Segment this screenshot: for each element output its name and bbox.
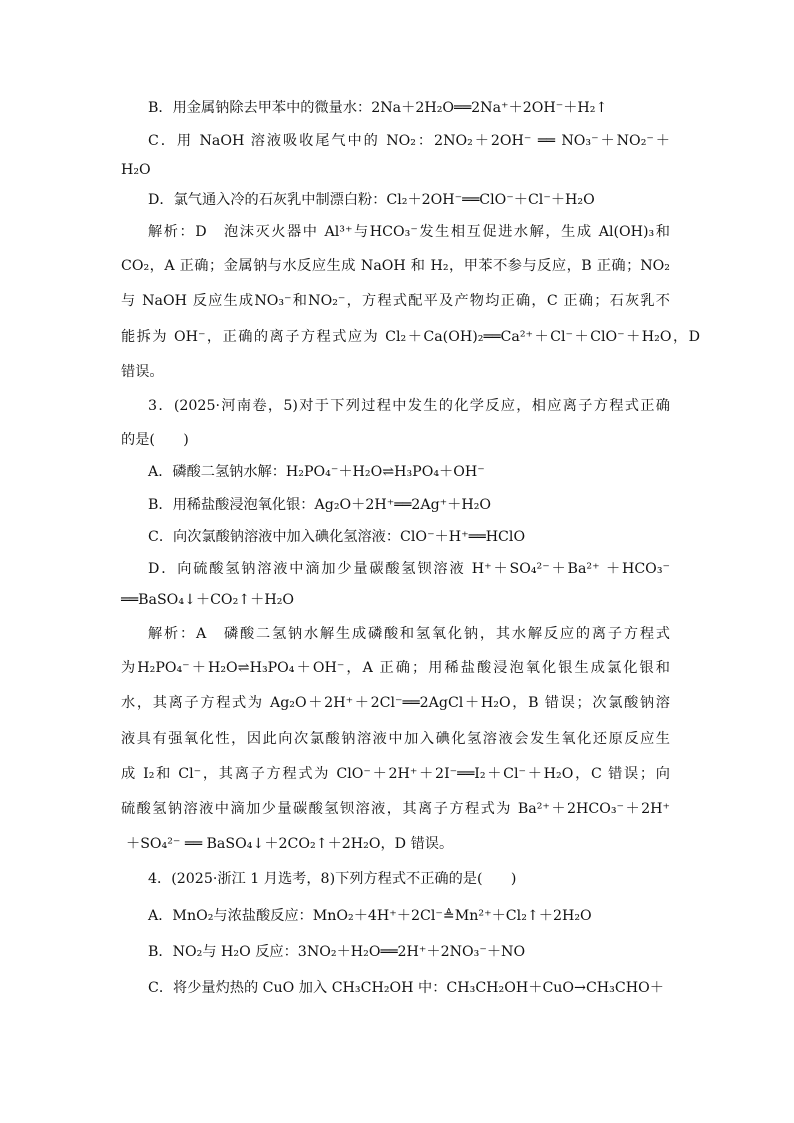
analysis-3-line: 为H₂PO₄⁻＋H₂O⇌H₃PO₄＋OH⁻，A 正确；用稀盐酸浸泡氧化银生成氯化银和 [121, 660, 670, 676]
analysis-3-line: ＋SO₄²⁻ ══ BaSO₄↓＋2CO₂↑＋2H₂O，D 错误。 [126, 836, 454, 852]
question-3-option-d: D．向硫酸氢钠溶液中滴加少量碳酸氢钡溶液 H⁺＋SO₄²⁻＋Ba²⁺ ＋HCO₃⁻ [148, 561, 670, 577]
option-d-line: D．氯气通入冷的石灰乳中制漂白粉：Cl₂＋2OH⁻══ClO⁻＋Cl⁻＋H₂O [148, 192, 595, 208]
question-3-stem-continuation: 的是( ) [121, 432, 189, 448]
question-4-option-a: A．MnO₂与浓盐酸反应：MnO₂＋4H⁺＋2Cl⁻≜Mn²⁺＋Cl₂↑＋2H₂O [148, 908, 592, 924]
question-3-option-c: C．向次氯酸钠溶液中加入碘化氢溶液：ClO⁻＋H⁺══HClO [148, 529, 526, 545]
analysis-3-line: 解析：A 磷酸二氢钠水解生成磷酸和氢氧化钠，其水解反应的离子方程式 [148, 626, 670, 642]
option-b-line: B．用金属钠除去甲苯中的微量水：2Na＋2H₂O══2Na⁺＋2OH⁻＋H₂↑ [148, 100, 608, 116]
question-4-option-b: B．NO₂与 H₂O 反应：3NO₂＋H₂O══2H⁺＋2NO₃⁻＋NO [148, 944, 526, 960]
option-c-continuation: H₂O [121, 162, 151, 178]
question-4-option-c: C．将少量灼热的 CuO 加入 CH₃CH₂OH 中：CH₃CH₂OH＋CuO→CH₃CHO＋ [148, 980, 664, 996]
analysis-3-line: 液具有强氧化性，因此向次氯酸钠溶液中加入碘化氢溶液会发生氧化还原反应生 [121, 731, 670, 747]
question-3-option-d-continuation: ══BaSO₄↓＋CO₂↑＋H₂O [121, 592, 295, 608]
question-4-stem: 4．(2025·浙江 1 月选考，8)下列方程式不正确的是( ) [148, 871, 517, 887]
analysis-paragraph-line: CO₂，A 正确；金属钠与水反应生成 NaOH 和 H₂，甲苯不参与反应，B 正确；NO₂ [121, 258, 670, 274]
analysis-paragraph-line: 与 NaOH 反应生成NO₃⁻和NO₂⁻，方程式配平及产物均正确，C 正确；石灰乳不 [121, 293, 670, 309]
analysis-3-line: 硫酸氢钠溶液中滴加少量碳酸氢钡溶液，其离子方程式为 Ba²⁺＋2HCO₃⁻＋2H⁺ [121, 801, 670, 817]
option-c-line: C．用 NaOH 溶液吸收尾气中的 NO₂：2NO₂＋2OH⁻ ══ NO₃⁻＋NO₂⁻＋ [148, 133, 670, 149]
analysis-3-line: 水，其离子方程式为 Ag₂O＋2H⁺＋2Cl⁻══2AgCl＋H₂O，B 错误；次氯酸钠溶 [121, 695, 670, 711]
question-3-stem: 3．(2025·河南卷，5)对于下列过程中发生的化学反应，相应离子方程式正确 [148, 398, 670, 414]
analysis-paragraph-line: 错误。 [121, 364, 164, 380]
analysis-paragraph-line: 能拆为 OH⁻，正确的离子方程式应为 Cl₂＋Ca(OH)₂══Ca²⁺＋Cl⁻＋ClO⁻＋H₂O，D [121, 329, 700, 345]
analysis-3-line: 成 I₂和 Cl⁻，其离子方程式为 ClO⁻＋2H⁺＋2I⁻══I₂＋Cl⁻＋H₂O，C 错误；向 [121, 766, 670, 782]
analysis-paragraph-line: 解析：D 泡沫灭火器中 Al³⁺与HCO₃⁻发生相互促进水解，生成 Al(OH)₃和 [148, 224, 670, 240]
question-3-option-b: B．用稀盐酸浸泡氧化银：Ag₂O＋2H⁺══2Ag⁺＋H₂O [148, 497, 492, 513]
question-3-option-a: A．磷酸二氢钠水解：H₂PO₄⁻＋H₂O⇌H₃PO₄＋OH⁻ [148, 464, 485, 480]
